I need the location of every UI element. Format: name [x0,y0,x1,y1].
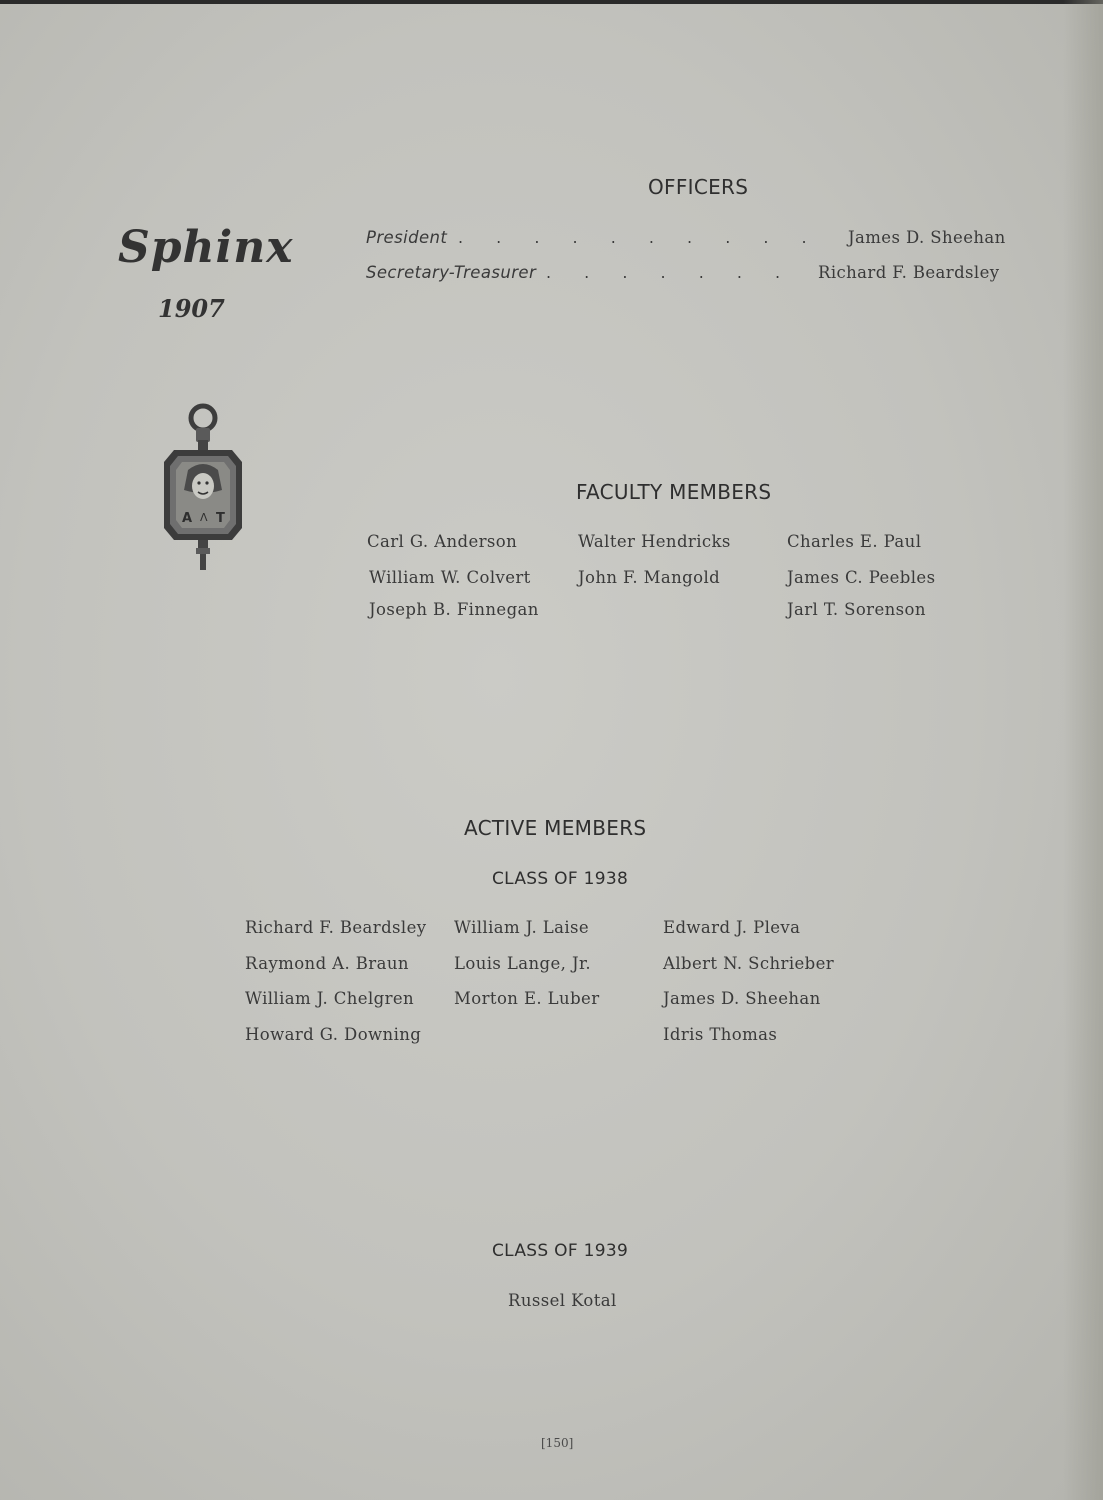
faculty-member: Joseph B. Finnegan [369,600,539,619]
leader-dots: . . . . . . . . . . [458,228,807,247]
faculty-member: Walter Hendricks [578,532,731,551]
class-1938-member: Albert N. Schrieber [663,954,835,973]
class-1938-member: James D. Sheehan [663,989,821,1008]
svg-text:A: A [182,511,193,526]
faculty-member: James C. Peebles [787,568,936,587]
class-1939-heading: CLASS OF 1939 [492,1241,629,1261]
faculty-heading: FACULTY MEMBERS [576,480,772,504]
class-1939-member: Russel Kotal [508,1291,617,1310]
faculty-member: Jarl T. Sorenson [787,600,926,619]
class-1938-member: Richard F. Beardsley [245,918,427,937]
faculty-member: William W. Colvert [369,568,531,587]
class-1938-member: Morton E. Luber [454,989,600,1008]
officer-role-president: President [366,228,448,247]
page-edge-shadow [1063,0,1103,1500]
class-1938-member: William J. Laise [454,918,590,937]
class-1938-member: Louis Lange, Jr. [454,954,592,973]
top-edge [0,0,1103,4]
class-1938-heading: CLASS OF 1938 [492,869,629,889]
svg-text:T: T [216,511,225,526]
class-1938-member: Raymond A. Braun [245,954,409,973]
faculty-member: Carl G. Anderson [367,532,518,551]
active-members-heading: ACTIVE MEMBERS [464,816,647,840]
class-1938-member: Idris Thomas [663,1025,778,1044]
officers-heading: OFFICERS [648,175,749,199]
svg-text:Λ: Λ [200,511,208,524]
fraternity-year: 1907 [158,294,225,323]
officer-role-secretary: Secretary-Treasurer [366,263,537,282]
officer-name-secretary: Richard F. Beardsley [818,263,1000,282]
leader-dots: . . . . . . . [546,263,781,282]
fraternity-title: Sphinx [118,222,294,273]
page-number: [150] [541,1436,574,1450]
faculty-member: Charles E. Paul [787,532,922,551]
officer-name-president: James D. Sheehan [848,228,1006,247]
class-1938-member: William J. Chelgren [245,989,415,1008]
class-1938-member: Edward J. Pleva [663,918,801,937]
class-1938-member: Howard G. Downing [245,1025,422,1044]
fraternity-key-pin-icon [160,400,246,572]
faculty-member: John F. Mangold [578,568,721,587]
